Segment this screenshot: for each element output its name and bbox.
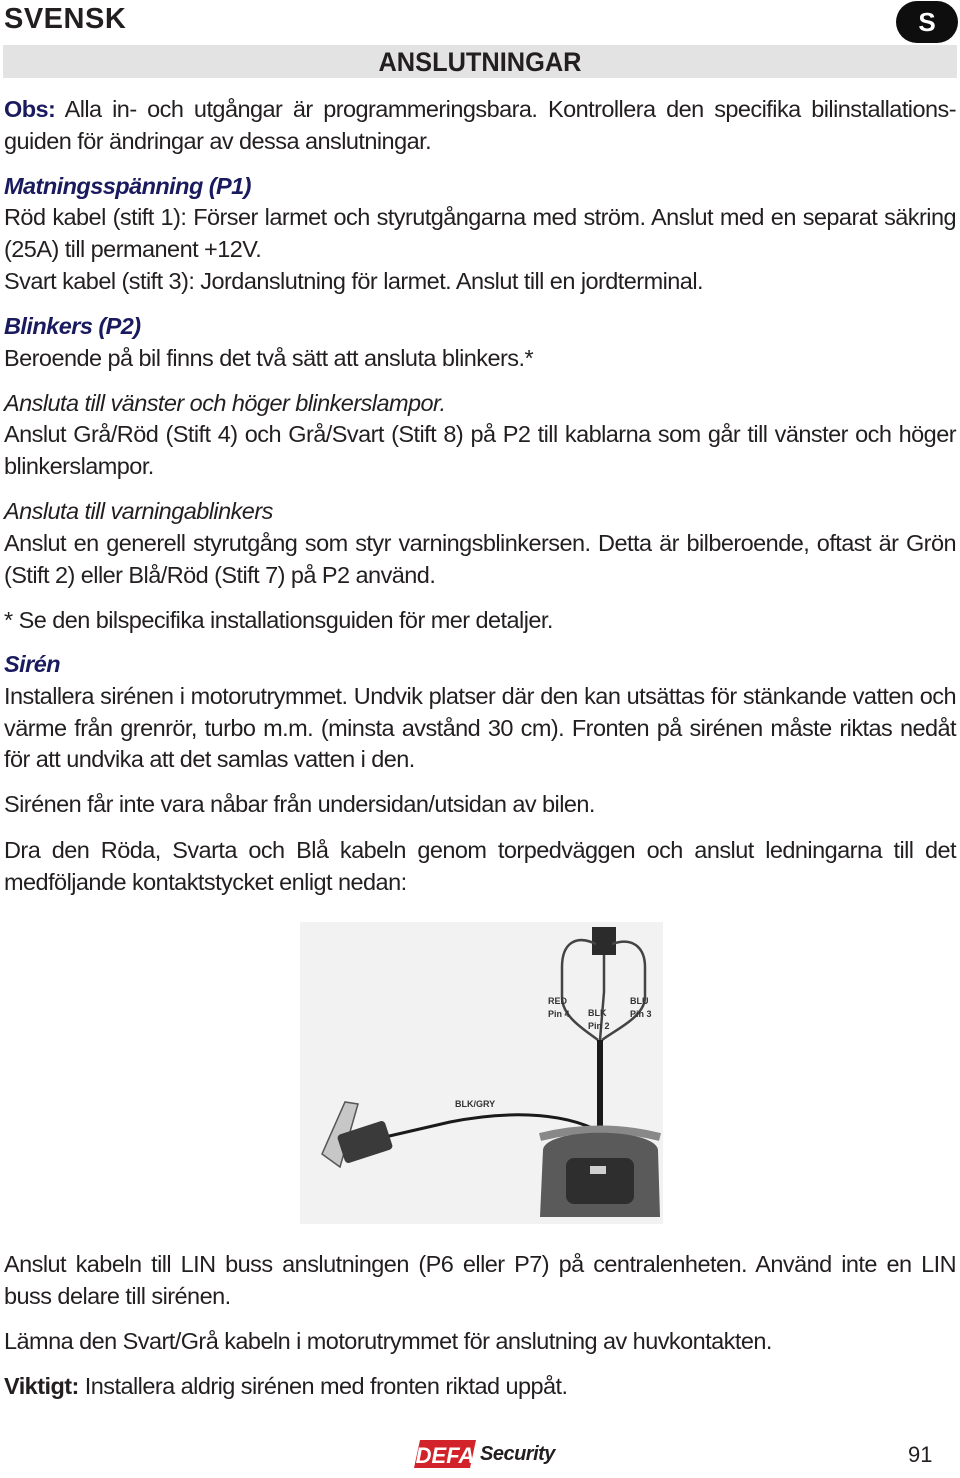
p2-text-1: Anslut Grå/Röd (Stift 4) och Grå/Svart (Stift 8) på P2 till kablarna som går till vänster och höger blinkerslampor.: [4, 421, 956, 479]
siren-text-3: Dra den Röda, Svarta och Blå kabeln genom torpedväggen och anslut ledningarna till det medföljande kontaktstycket enligt nedan:: [4, 837, 956, 895]
p2-note: * Se den bilspecifika installationsguiden för mer detaljer.: [4, 607, 553, 633]
siren-wiring-figure: [300, 922, 663, 1224]
brand-security-text: Security: [480, 1443, 555, 1465]
p1-black-cable: Svart kabel (stift 3): Jordanslutning för larmet. Anslut till en jordterminal.: [4, 268, 703, 294]
p2-heading: Blinkers (P2): [4, 313, 141, 339]
siren-text-2: Sirénen får inte vara nåbar från undersidan/utsidan av bilen.: [4, 791, 595, 817]
defa-logo: [414, 1438, 476, 1470]
section-title: ANSLUTNINGAR: [378, 47, 582, 77]
p1-heading: Matningsspänning (P1): [4, 173, 251, 199]
siren-text-1: Installera sirénen i motorutrymmet. Undvik platser där den kan utsättas för stänkande vatten och värme från grenrör, turbo m.m. (minsta avstånd 30 cm). Fronten på sirénen måste riktas nedåt för att undvika att det samlas vatten i den.: [4, 683, 956, 772]
siren-wiring-illustration: [300, 922, 663, 1224]
red-wire-label: RED: [548, 996, 568, 1006]
language-label: SVENSK: [4, 3, 127, 35]
p2-intro: Beroende på bil finns det två sätt att ansluta blinkers.*: [4, 345, 534, 371]
blue-wire-label: BLU: [630, 996, 649, 1006]
lin-bus-text: Anslut kabeln till LIN buss anslutningen (P6 eller P7) på centralenheten. Använd inte en LIN buss delare till sirénen.: [4, 1251, 956, 1309]
black-wire-pin: Pin 2: [588, 1021, 610, 1031]
blue-wire-pin: Pin 3: [630, 1009, 652, 1019]
siren-heading: Sirén: [4, 651, 61, 677]
language-badge: S: [896, 1, 958, 43]
p2-subheading-1: Ansluta till vänster och höger blinkerslampor.: [4, 390, 446, 416]
p1-red-cable: Röd kabel (stift 1): Förser larmet och styrutgångarna med ström. Anslut med en separat säkring (25A) till permanent +12V.: [4, 204, 956, 262]
obs-text: Alla in- och utgångar är programmeringsbara. Kontrollera den specifika bilinstallations-guiden för ändringar av dessa anslutningar.: [4, 96, 956, 154]
page-number: 91: [908, 1442, 933, 1467]
important-paragraph: [4, 1371, 956, 1403]
hood-cable-label: BLK/GRY: [455, 1099, 496, 1109]
defa-logo-text: DEFA: [415, 1443, 475, 1468]
important-label: Viktigt:: [4, 1373, 79, 1399]
red-wire-pin: Pin 4: [548, 1009, 570, 1019]
black-wire-label: BLK: [588, 1008, 607, 1018]
important-text: Installera aldrig sirénen med fronten riktad uppåt.: [78, 1373, 568, 1399]
p2-text-2: Anslut en generell styrutgång som styr varningsblinkersen. Detta är bilberoende, oftast är Grön (Stift 2) eller Blå/Röd (Stift 7) på P2 använd.: [4, 530, 956, 588]
obs-label: Obs:: [4, 96, 56, 122]
hood-switch-text: Lämna den Svart/Grå kabeln i motorutrymmet för anslutning av huvkontakten.: [4, 1328, 772, 1354]
obs-paragraph: [4, 94, 956, 157]
section-title-bar: [3, 45, 957, 78]
connector-block: [592, 927, 616, 955]
p2-subheading-2: Ansluta till varningablinkers: [4, 498, 273, 524]
